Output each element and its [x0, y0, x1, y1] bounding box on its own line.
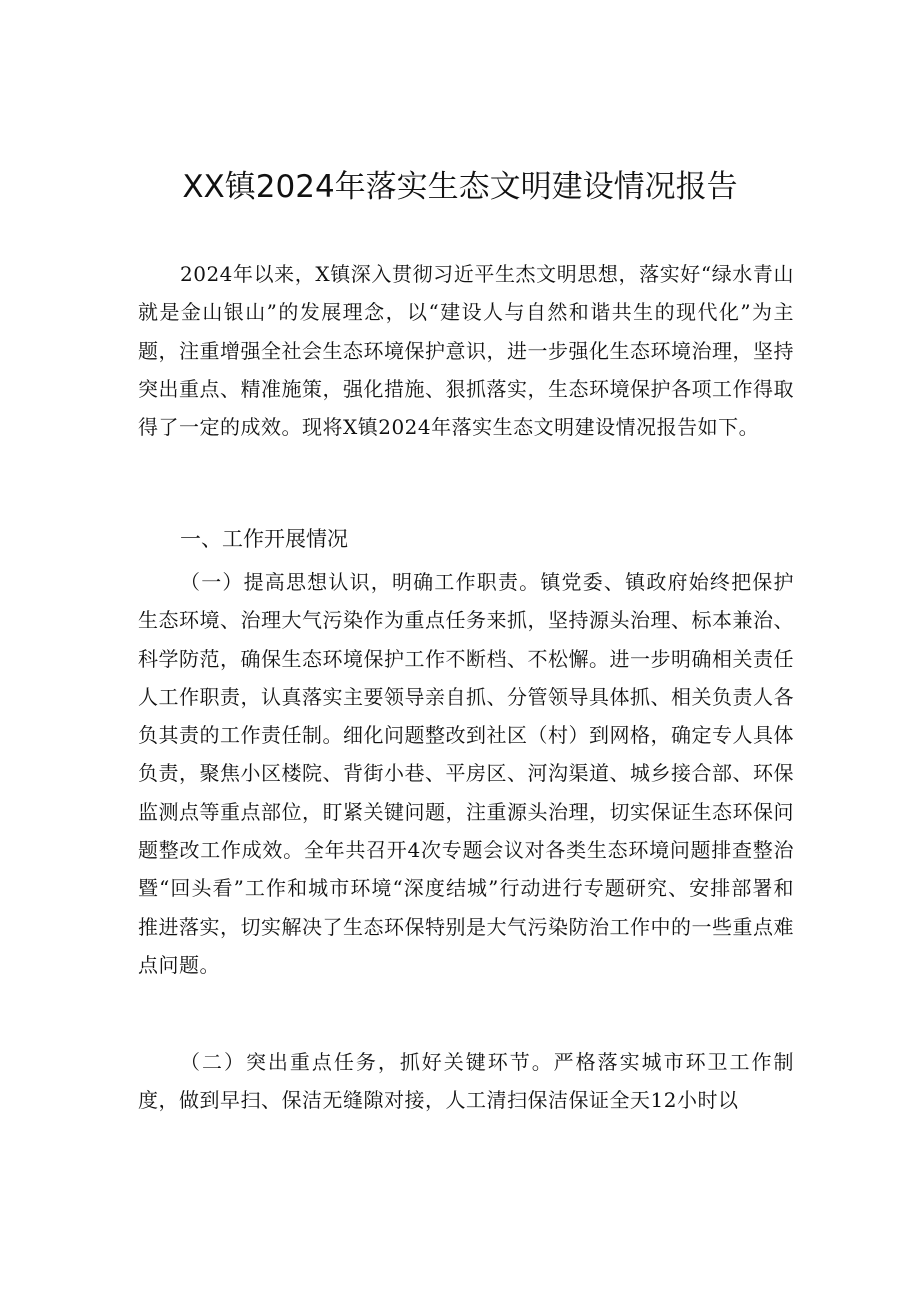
intro-paragraph: 2024年以来，X镇深入贯彻习近平生杰文明思想，落实好“绿水青山就是金山银山”的发展理念，以“建设人与自然和谐共生的现代化”为主题，注重增强全社会生态环境保护意识，进一步强化生态环境治理，坚持突出重点、精准施策，强化措施、狠抓落实，生态环境保护各项工作得取得了一定的成效。现将X镇2024年落实生态文明建设情况报告如下。 — [138, 262, 794, 440]
document-title: XX镇2024年落实生态文明建设情况报告 — [182, 169, 738, 205]
section-heading-work-progress: 一、工作开展情况 — [180, 527, 348, 551]
paragraph-raise-awareness: （一）提高思想认识，明确工作职责。镇党委、镇政府始终把保护生态环境、治理大气污染作为重点任务来抓，坚持源头治理、标本兼治、科学防范，确保生态环境保护工作不断档、不松懈。进一步明确相关责任人工作职责，认真落实主要领导亲自抓、分管领导具体抓、相关负责人各负其责的工作责任制。细化问题整改到社区（村）到网格，确定专人具体负责，聚焦小区楼院、背街小巷、平房区、河沟渠道、城乡接合部、环保监测点等重点部位，盯紧关键问题，注重源头治理，切实保证生态环保问题整改工作成效。全年共召开4次专题会议对各类生态环境问题排查整治暨“回头看”工作和城市环境“深度结城”行动进行专题研究、安排部署和推进落实，切实解决了生态环保特别是大气污染防治工作中的一些重点难点问题。 — [138, 570, 794, 977]
paragraph-key-tasks: （二）突出重点任务，抓好关键环节。严格落实城市环卫工作制度，做到早扫、保洁无缝隙对接，人工清扫保洁保证全天12小时以 — [138, 1050, 794, 1113]
